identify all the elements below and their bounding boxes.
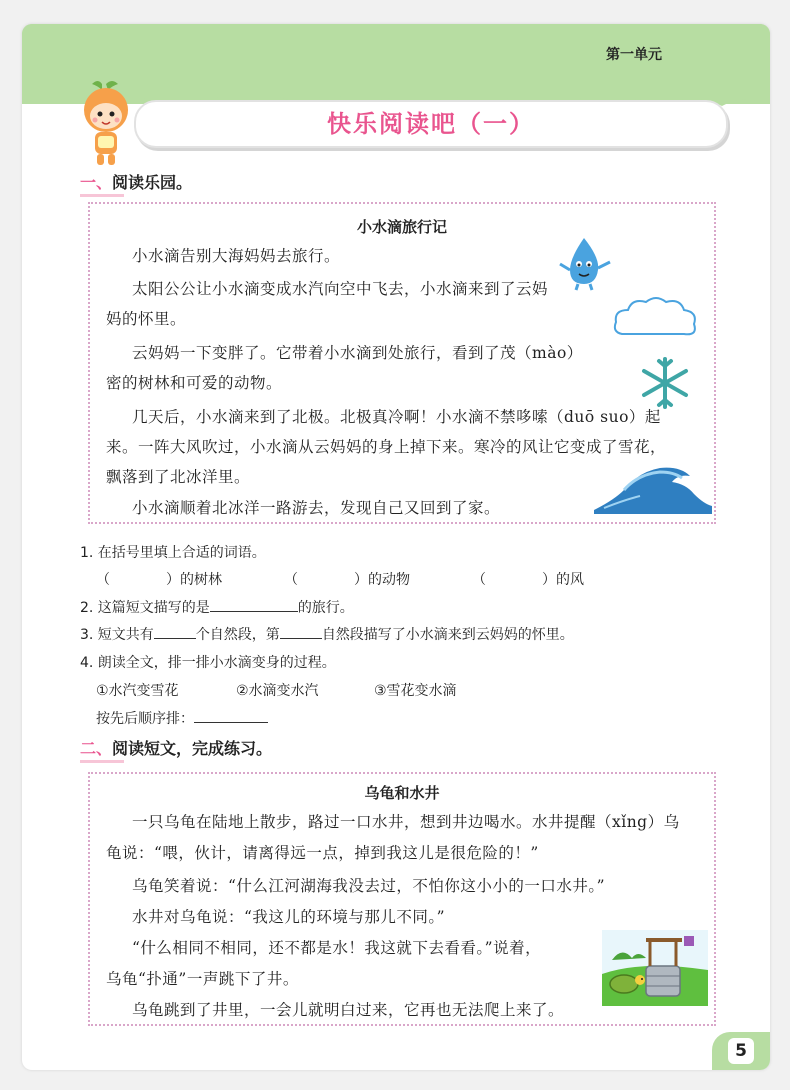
story-line: 太阳公公让小水滴变成水汽向空中飞去，小水滴来到了云妈 — [132, 280, 549, 298]
story-line: 龟说：“喂，伙计，请离得远一点，掉到我这儿是很危险的！” — [106, 844, 539, 862]
story-line: 小水滴顺着北冰洋一路游去，发现自己又回到了家。 — [132, 499, 501, 517]
story-line: “什么相同不相同，还不都是水！我这就下去看看。”说着， — [132, 939, 542, 957]
order-prompt — [96, 708, 268, 728]
story-line: 几天后，小水滴来到了北极。北极真冷啊！小水滴不禁哆嗦（duō suo）起 — [132, 408, 661, 426]
workbook-page — [22, 24, 770, 1070]
story-title: 小水滴旅行记 — [356, 218, 447, 236]
question-4: 4. 朗读全文，排一排小水滴变身的过程。 — [80, 655, 336, 671]
question-1: 1. 在括号里填上合适的词语。 — [80, 545, 266, 561]
option-2: ②水滴变水汽 — [236, 683, 319, 699]
story-line: 妈的怀里。 — [106, 310, 187, 328]
story-line: 一只乌龟在陆地上散步，路过一口水井，想到井边喝水。水井提醒（xǐng）乌 — [132, 813, 680, 831]
answer-blank[interactable] — [280, 638, 322, 639]
story-line: 云妈妈一下变胖了。它带着小水滴到处旅行，看到了茂（mào） — [132, 344, 583, 362]
story-line: 密的树林和可爱的动物。 — [106, 374, 283, 392]
section-one-label: 阅读乐园。 — [112, 173, 193, 192]
order-label: 按先后顺序排： — [96, 711, 194, 727]
unit-label: 第一单元 — [606, 47, 662, 63]
question-2-text: 2. 这篇短文描写的是 — [80, 600, 210, 616]
answer-blank[interactable] — [194, 722, 268, 723]
story-line: 飘落到了北冰洋里。 — [106, 468, 251, 486]
wave-icon — [594, 460, 712, 514]
answer-blank[interactable] — [154, 638, 196, 639]
question-3-middle: 个自然段，第 — [195, 627, 280, 643]
section-one-heading — [80, 170, 192, 193]
section-one-number: 一、 — [80, 173, 113, 192]
mascot-icon — [80, 80, 132, 168]
blank-forest[interactable]: （ ）的树林 — [96, 572, 222, 588]
blank-wind[interactable]: （ ）的风 — [472, 572, 584, 588]
section-two-label: 阅读短文，完成练习。 — [112, 739, 273, 758]
question-2 — [80, 597, 354, 617]
option-1: ①水汽变雪花 — [96, 683, 179, 699]
story-line: 水井对乌龟说：“我这儿的环境与那儿不同。” — [132, 908, 446, 926]
question-3-suffix: 自然段描写了小水滴来到云妈妈的怀里。 — [321, 627, 574, 643]
water-drop-icon — [556, 234, 614, 292]
header-band — [22, 24, 770, 104]
page-title: 快乐阅读吧（一） — [134, 100, 728, 148]
question-2-suffix: 的旅行。 — [297, 600, 354, 616]
story-line: 乌龟跳到了井里，一会儿就明白过来，它再也无法爬上来了。 — [132, 1001, 565, 1019]
section-two-heading — [80, 736, 272, 759]
story-line: 乌龟“扑通”一声跳下了井。 — [106, 970, 299, 988]
question-3 — [80, 624, 574, 644]
story-line: 乌龟笑着说：“什么江河湖海我没去过，不怕你这小小的一口水井。” — [132, 877, 606, 895]
section-underline — [80, 760, 124, 763]
story-box-water-drop — [88, 202, 716, 524]
story-box-turtle-well — [88, 772, 716, 1026]
page-number: 5 — [728, 1038, 754, 1064]
option-3: ③雪花变水滴 — [374, 683, 457, 699]
section-underline — [80, 194, 124, 197]
cloud-icon — [610, 292, 700, 342]
story-title: 乌龟和水井 — [364, 784, 440, 802]
story-line: 小水滴告别大海妈妈去旅行。 — [132, 247, 341, 265]
snowflake-icon — [638, 356, 692, 410]
story-line: 来。一阵大风吹过，小水滴从云妈妈的身上掉下来。寒冷的风让它变成了雪花， — [106, 438, 667, 456]
question-3-text: 3. 短文共有 — [80, 627, 154, 643]
blank-animals[interactable]: （ ）的动物 — [284, 572, 410, 588]
well-turtle-icon — [602, 930, 708, 1006]
section-two-number: 二、 — [80, 739, 113, 758]
answer-blank[interactable] — [210, 611, 298, 612]
page-number-tab — [712, 1032, 770, 1070]
